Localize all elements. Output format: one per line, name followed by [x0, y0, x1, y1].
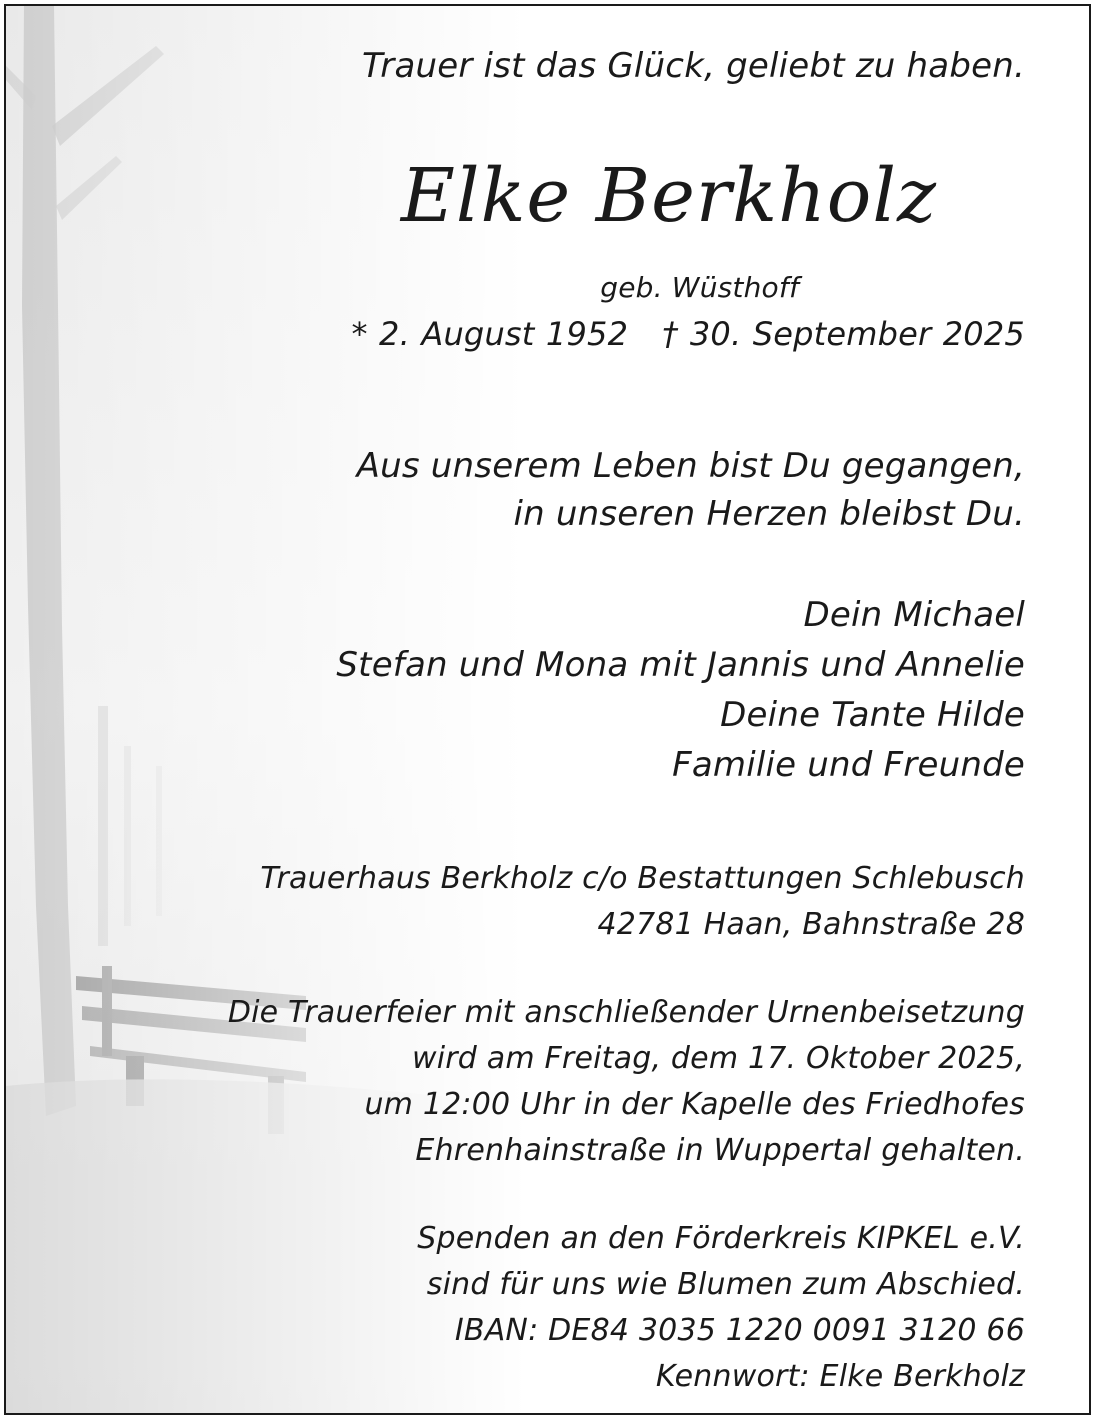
ceremony-line: Die Trauerfeier mit anschließender Urnenbeisetzung	[227, 995, 1025, 1030]
ceremony-line: um 12:00 Uhr in der Kapelle des Friedhofes	[364, 1087, 1025, 1122]
mourner: Stefan und Mona mit Jannis und Annelie	[336, 645, 1025, 685]
donation-keyword: Kennwort: Elke Berkholz	[655, 1359, 1025, 1394]
quote-line: Aus unserem Leben bist Du gegangen,	[356, 446, 1025, 486]
ceremony-line: wird am Freitag, dem 17. Oktober 2025,	[411, 1041, 1025, 1076]
mourners-list	[336, 590, 1025, 790]
address-line: Trauerhaus Berkholz c/o Bestattungen Schlebusch	[260, 861, 1025, 896]
motto: Trauer ist das Glück, geliebt zu haben.	[361, 46, 1025, 86]
address-line: 42781 Haan, Bahnstraße 28	[597, 907, 1025, 942]
ceremony-line: Ehrenhainstraße in Wuppertal gehalten.	[415, 1133, 1025, 1168]
birth-name: geb. Wüsthoff	[600, 271, 799, 304]
mourner: Dein Michael	[803, 595, 1025, 635]
mourner: Familie und Freunde	[672, 745, 1025, 785]
life-dates: * 2. August 1952 † 30. September 2025	[351, 315, 1025, 353]
ceremony-notice	[228, 990, 1025, 1174]
memorial-quote	[357, 442, 1025, 538]
mourner: Deine Tante Hilde	[720, 695, 1025, 735]
deceased-name: Elke Berkholz	[400, 153, 937, 239]
obituary-card	[4, 4, 1091, 1415]
mourning-house-address	[260, 856, 1025, 948]
donation-line: Spenden an den Förderkreis KIPKEL e.V.	[417, 1221, 1025, 1256]
donation-line: sind für uns wie Blumen zum Abschied.	[426, 1267, 1025, 1302]
quote-line: in unseren Herzen bleibst Du.	[513, 494, 1025, 534]
donation-notice	[417, 1216, 1025, 1400]
donation-iban: IBAN: DE84 3035 1220 0091 3120 66	[454, 1313, 1025, 1348]
